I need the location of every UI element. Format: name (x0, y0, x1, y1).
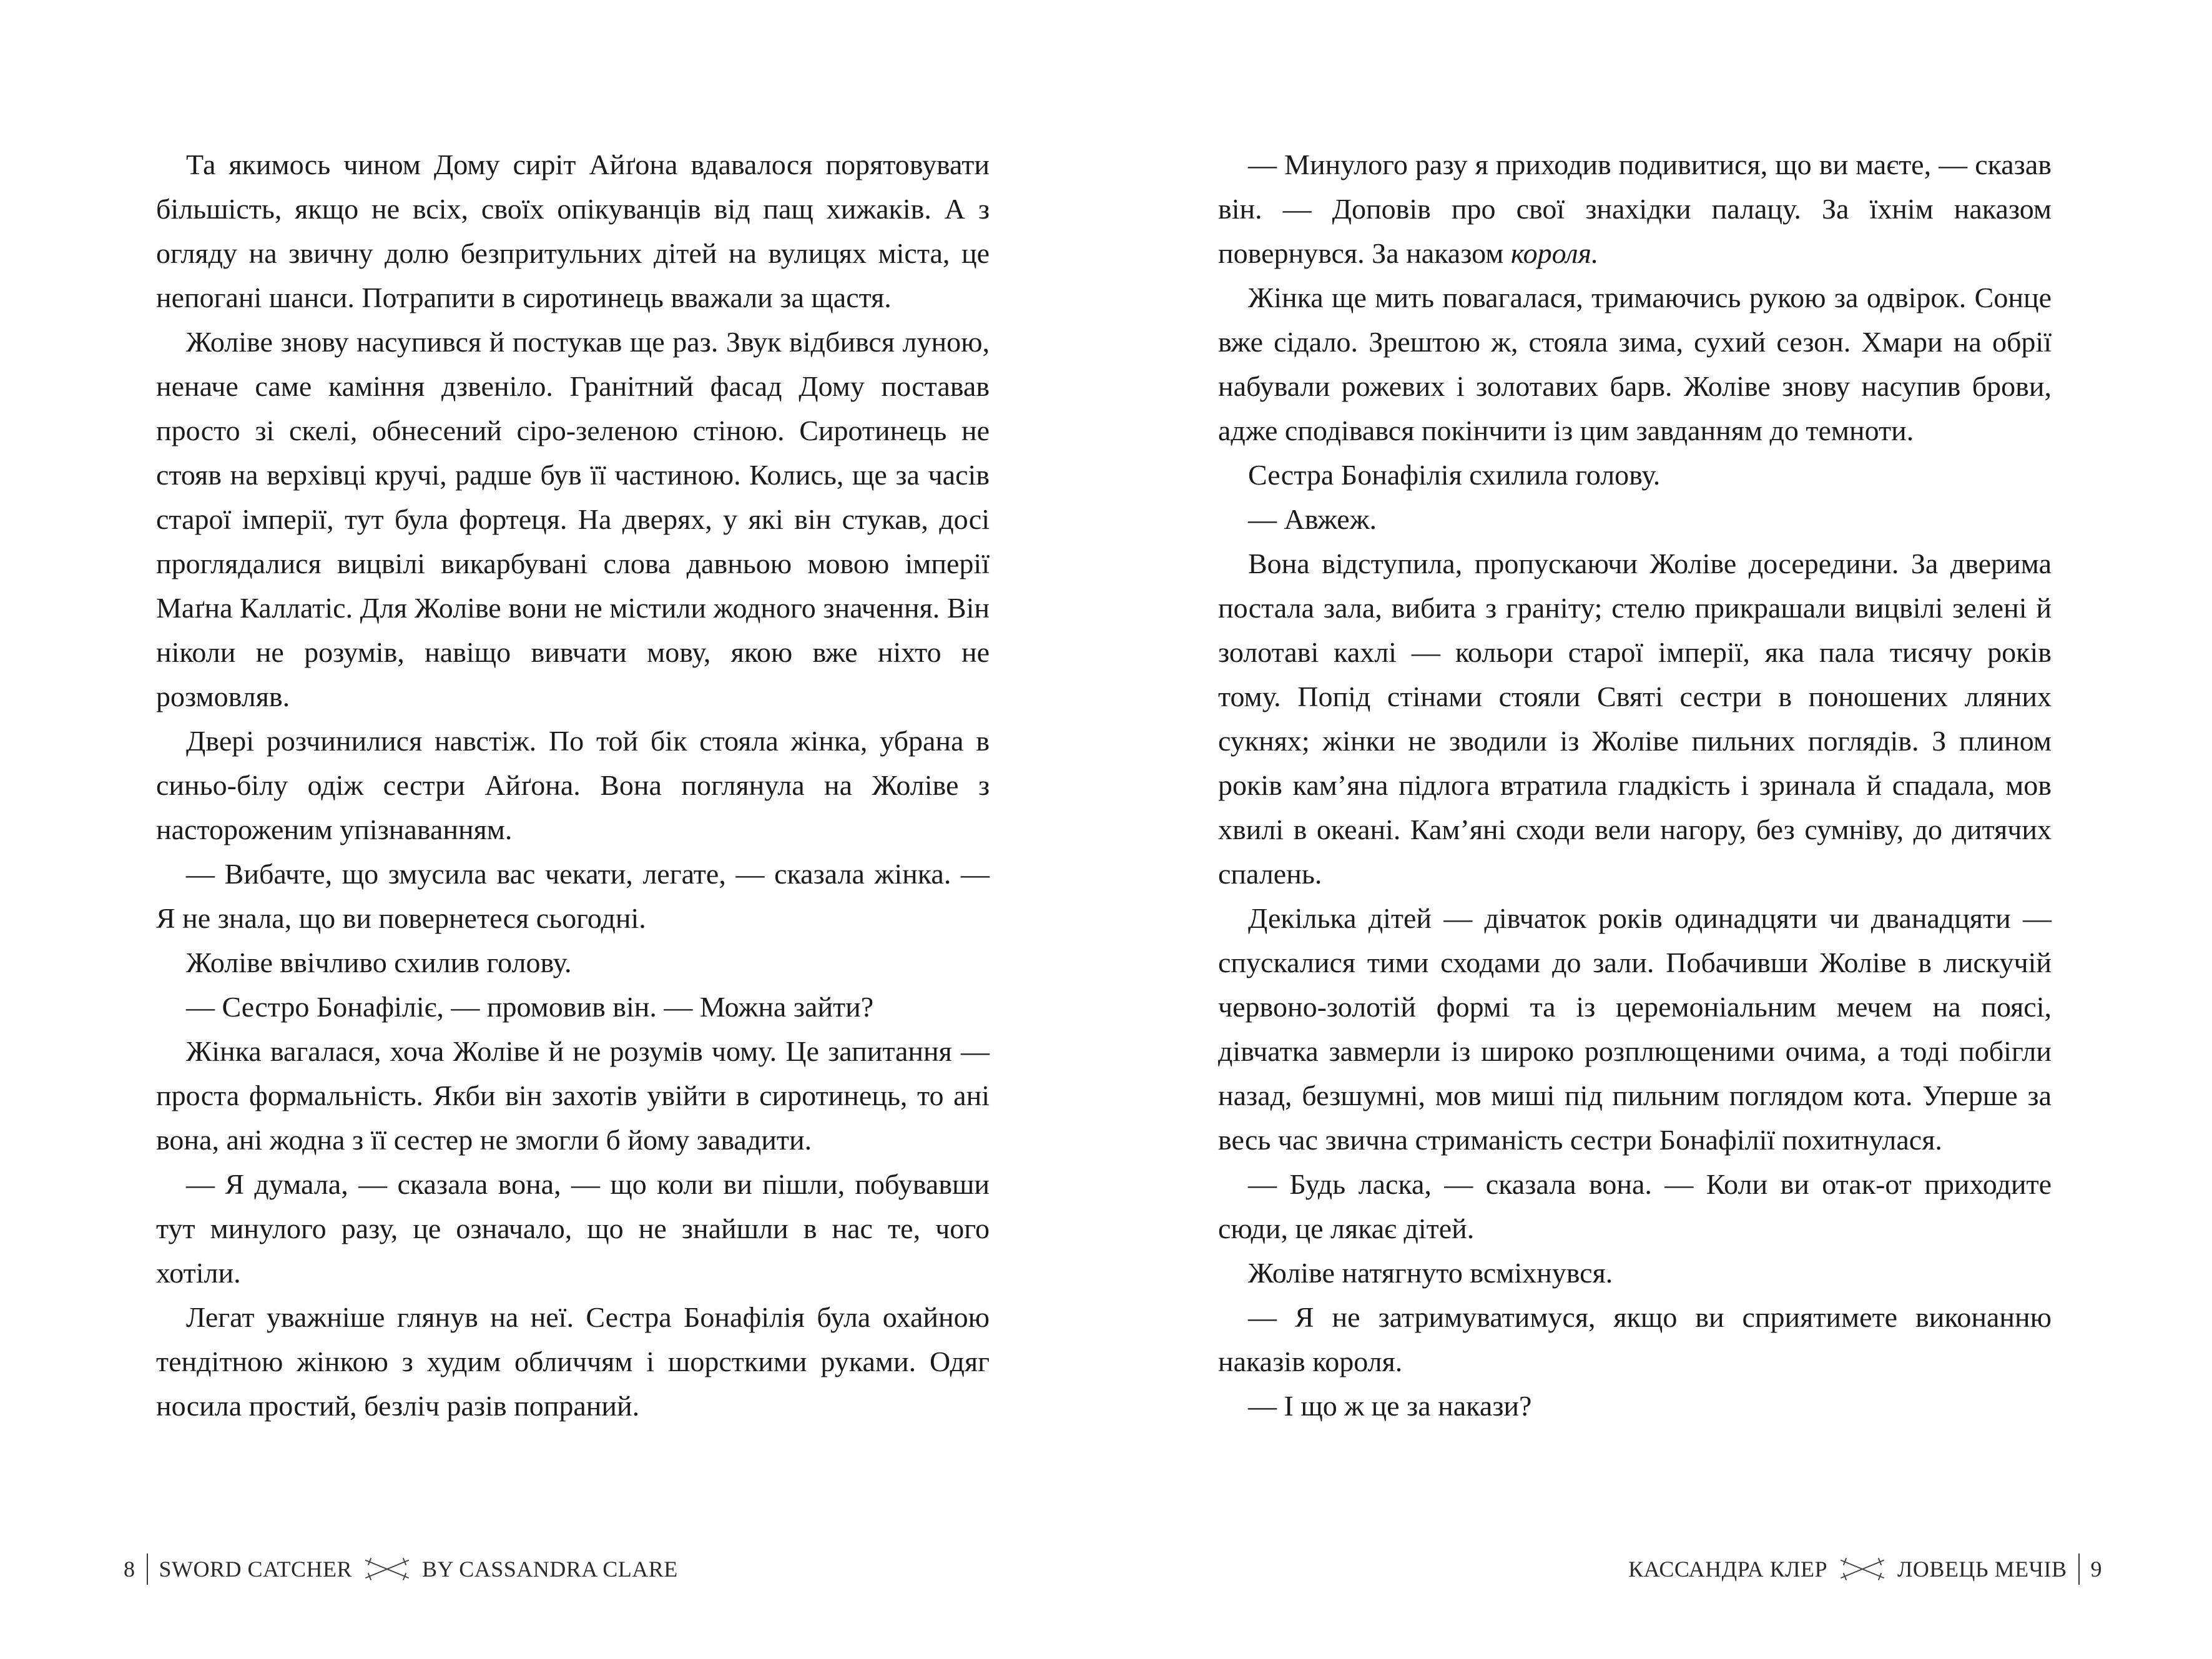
right-page-footer (1628, 1553, 2102, 1585)
page-number: 8 (124, 1557, 135, 1582)
crossed-swords-icon (1837, 1557, 1887, 1582)
paragraph: Жоліве натягнуто всміхнувся. (1248, 1257, 1613, 1289)
paragraph: — Я думала, — сказала вона, — що коли ви пішли, побувавши тут минулого разу, це означало, що не знайшли в нас те, чого хотіли. (156, 1168, 990, 1289)
left-page-text (156, 142, 990, 1428)
book-author: КАССАНДРА КЛЕР (1628, 1557, 1828, 1582)
crossed-swords-icon (362, 1557, 412, 1582)
paragraph: — Будь ласка, — сказала вона. — Коли ви отак-от приходите сюди, це лякає дітей. (1218, 1168, 2052, 1244)
book-title: ЛОВЕЦЬ МЕЧІВ (1897, 1557, 2067, 1582)
left-page-footer (124, 1553, 678, 1585)
paragraph: Декілька дітей — дівчаток років одинадцяти чи дванадцяти — спускалися тими сходами до зали. Побачивши Жоліве в лискучій червоно-золотій формі та із церемоніальним мечем на поясі, дівчатка завмерли із широко розплющеними очима, а тоді побігли назад, безшумні, мов миші під пильним поглядом кота. Уперше за весь час звична стриманість сестри Бонафілії похитнулася. (1218, 902, 2052, 1156)
paragraph: Та якимось чином Дому сиріт Айґона вдавалося порятовувати більшість, якщо не всіх, своїх опікуванців від пащ хижаків. А з огляду на звичну долю безпритульних дітей на вулицях міста, це непогані шанси. Потрапити в сиротинець вважали за щастя. (156, 149, 990, 313)
paragraph (1218, 142, 2052, 275)
paragraph: — Вибачте, що змусила вас чекати, легате, — сказала жінка. — Я не знала, що ви повернетеся сьогодні. (156, 858, 990, 934)
footer-divider (2078, 1553, 2080, 1585)
right-page (1106, 0, 2212, 1659)
paragraph: Жінка ще мить повагалася, тримаючись рукою за одвірок. Сонце вже сідало. Зрештою ж, стояла зима, сухий сезон. Хмари на обрії набували рожевих і золотавих барв. Жоліве знову насупив брови, адже сподівався покінчити із цим завданням до темноти. (1218, 282, 2052, 446)
book-title: SWORD CATCHER (159, 1557, 353, 1582)
paragraph: — Я не затримуватимуся, якщо ви сприятимете виконанню наказів короля. (1218, 1301, 2052, 1377)
paragraph-text: — Минулого разу я приходив подивитися, що ви маєте, — сказав він. — Доповів про свої знахідки палацу. За їхнім наказом повернувся. За наказом (1218, 149, 2052, 269)
paragraph: Легат уважніше глянув на неї. Сестра Бонафілія була охайною тендітною жінкою з худим обличчям і шорсткими руками. Одяг носила простий, безліч разів попраний. (156, 1301, 990, 1422)
paragraph: — Авжеж. (1248, 503, 1377, 535)
paragraph: Вона відступила, пропускаючи Жоліве досередини. За дверима постала зала, вибита з граніту; стелю прикрашали вицвілі зелені й золотаві кахлі — кольори старої імперії, яка пала тисячу років тому. Попід стінами стояли Святі сестри в поношених лляних сукнях; жінки не зводили із Жоліве пильних поглядів. З плином років кам’яна підлога втратила гладкість і зринала й спадала, мов хвилі в океані. Кам’яні сходи вели нагору, без сумніву, до дитячих спалень. (1218, 548, 2052, 890)
paragraph: Жоліве знову насупився й постукав ще раз. Звук відбився луною, неначе саме каміння дзвеніло. Гранітний фасад Дому поставав просто зі скелі, обнесений сіро-зеленою стіною. Сиротинець не стояв на верхівці кручі, радше був її частиною. Колись, ще за часів старої імперії, тут була фортеця. На дверях, у які він стукав, досі проглядалися вицвілі викарбувані слова давньою мовою імперії Маґна Каллатіс. Для Жоліве вони не містили жодного значення. Він ніколи не розумів, навіщо вивчати мову, якою вже ніхто не розмовляв. (156, 326, 990, 712)
paragraph: Двері розчинилися навстіж. По той бік стояла жінка, убрана в синьо-білу одіж сестри Айґона. Вона поглянула на Жоліве з настороженим упізнаванням. (156, 725, 990, 845)
paragraph: — І що ж це за накази? (1248, 1390, 1532, 1422)
paragraph: Сестра Бонафілія схилила голову. (1248, 459, 1661, 491)
paragraph: Жінка вагалася, хоча Жоліве й не розумів чому. Це запитання — проста формальність. Якби він захотів увійти в сиротинець, то ані вона, ані жодна з її сестер не змогли б йому завадити. (156, 1035, 990, 1156)
book-author: BY CASSANDRA CLARE (422, 1557, 678, 1582)
paragraph: — Сестро Бонафіліє, — промовив він. — Можна зайти? (186, 991, 874, 1023)
right-page-text (1218, 142, 2052, 1428)
paragraph: Жоліве ввічливо схилив голову. (186, 947, 572, 978)
footer-divider (147, 1553, 148, 1585)
page-number: 9 (2090, 1557, 2102, 1582)
italic-word: короля. (1510, 237, 1599, 269)
